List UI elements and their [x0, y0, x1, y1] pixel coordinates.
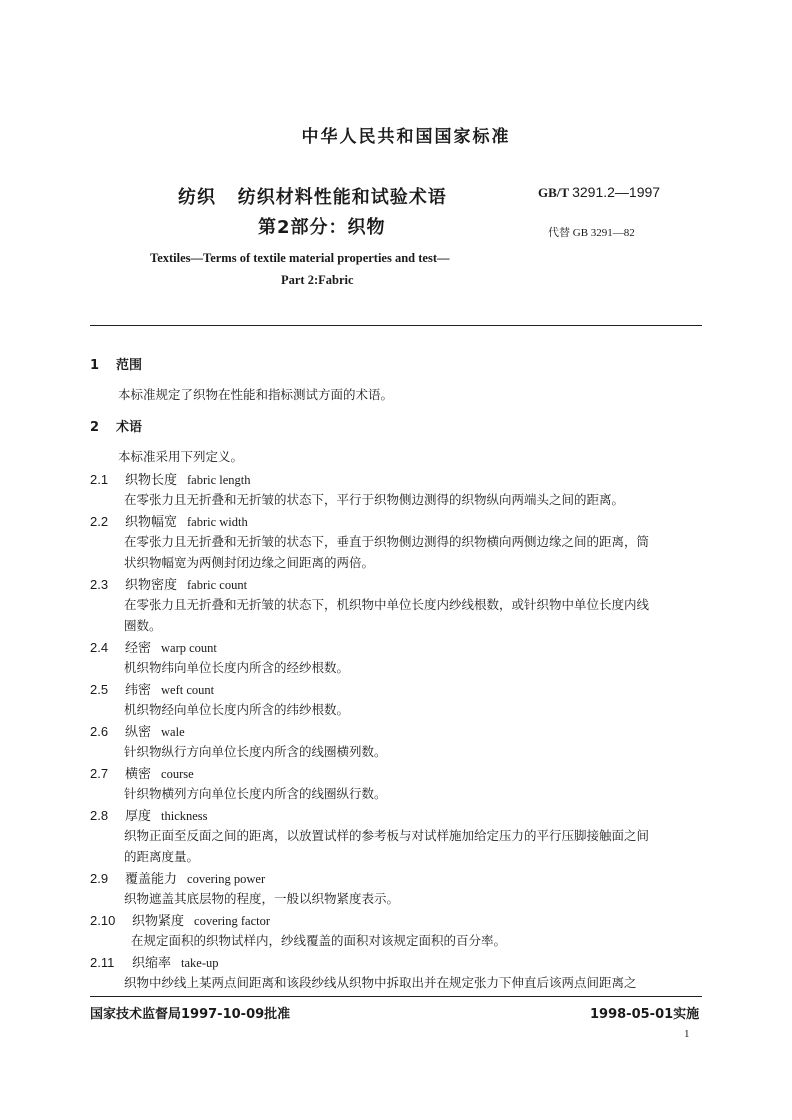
section-1-heading	[90, 354, 142, 373]
term-english: thickness	[161, 809, 208, 823]
term-heading	[90, 805, 208, 824]
term-number: 2.2	[90, 514, 109, 529]
term-english: weft count	[161, 683, 215, 697]
document-title: 纺织 纺织材料性能和试验术语	[178, 187, 447, 208]
term-chinese: 织物长度	[125, 473, 178, 488]
term-english: wale	[161, 725, 185, 739]
term-number: 2.3	[90, 577, 109, 592]
english-subtitle: Part 2:Fabric	[281, 273, 354, 287]
term-english: take-up	[181, 956, 219, 970]
term-definition: 织物遮盖其底层物的程度，一般以织物紧度表示。	[124, 891, 400, 906]
term-english: covering factor	[194, 914, 271, 928]
term-heading	[90, 511, 248, 530]
replaces-note: 代替 GB 3291—82	[548, 227, 635, 239]
term-heading	[90, 721, 185, 740]
term-heading	[90, 679, 214, 698]
term-heading	[90, 637, 217, 656]
term-definition: 织物中纱线上某两点间距离和该段纱线从织物中拆取出并在规定张力下伸直后该两点间距离之	[124, 975, 637, 990]
term-definition: 在规定面积的织物试样内，纱线覆盖的面积对该规定面积的百分率。	[131, 933, 507, 948]
section-2-text: 本标准采用下列定义。	[118, 449, 244, 464]
term-definition: 机织物纬向单位长度内所含的经纱根数。	[124, 660, 350, 675]
term-chinese: 织物紧度	[132, 914, 185, 929]
page-number: 1	[684, 1028, 690, 1040]
term-definition: 在零张力且无折叠和无折皱的状态下，平行于织物侧边测得的织物纵向两端头之间的距离。	[124, 492, 625, 507]
term-number: 2.11	[90, 955, 115, 970]
header-divider	[90, 325, 702, 326]
term-number: 2.5	[90, 682, 109, 697]
document-subtitle: 第2部分：织物	[258, 217, 386, 238]
standard-prefix: GB/T	[538, 185, 573, 200]
term-definition: 在零张力且无折叠和无折皱的状态下，垂直于织物侧边测得的织物横向两侧边缘之间的距离，筒	[124, 534, 650, 549]
term-english: fabric length	[187, 473, 251, 487]
footer-divider	[90, 996, 702, 997]
term-definition: 在零张力且无折叠和无折皱的状态下，机织物中单位长度内纱线根数，或针织物中单位长度内线	[124, 597, 650, 612]
term-number: 2.7	[90, 766, 109, 781]
term-chinese: 织缩率	[132, 956, 172, 971]
term-english: course	[161, 767, 194, 781]
term-number: 2.8	[90, 808, 109, 823]
national-standard-heading: 中华人民共和国国家标准	[301, 127, 511, 147]
term-number: 2.9	[90, 871, 109, 886]
standard-number	[538, 184, 660, 201]
term-definition-cont: 状织物幅宽为两侧封闭边缘之间距离的两倍。	[124, 555, 375, 570]
term-heading	[90, 574, 247, 593]
term-number: 2.1	[90, 472, 109, 487]
section-number: 2	[90, 420, 100, 435]
term-heading	[90, 910, 270, 929]
implementation-date: 1998-05-01实施	[590, 1007, 700, 1022]
section-2-heading	[90, 416, 142, 435]
term-chinese: 纬密	[125, 683, 152, 698]
term-heading	[90, 868, 265, 887]
term-chinese: 覆盖能力	[125, 872, 178, 887]
term-english: warp count	[161, 641, 217, 655]
term-chinese: 织物密度	[125, 578, 178, 593]
term-definition: 针织物纵行方向单位长度内所含的线圈横列数。	[124, 744, 387, 759]
term-chinese: 织物幅宽	[125, 515, 178, 530]
section-title: 范围	[116, 358, 143, 373]
standard-number-value: 3291.2—1997	[572, 184, 661, 200]
english-title: Textiles—Terms of textile material properties and test—	[150, 251, 450, 265]
term-chinese: 经密	[125, 641, 152, 656]
term-heading	[90, 469, 251, 488]
term-number: 2.6	[90, 724, 109, 739]
term-english: covering power	[187, 872, 266, 886]
term-definition-cont: 圈数。	[124, 618, 162, 633]
term-number: 2.4	[90, 640, 109, 655]
term-english: fabric count	[187, 578, 248, 592]
term-heading	[90, 952, 219, 971]
term-number: 2.10	[90, 913, 116, 928]
term-definition: 机织物经向单位长度内所含的纬纱根数。	[124, 702, 350, 717]
term-chinese: 厚度	[125, 809, 152, 824]
term-chinese: 纵密	[125, 725, 152, 740]
term-definition-cont: 的距离度量。	[124, 849, 200, 864]
term-english: fabric width	[187, 515, 248, 529]
section-number: 1	[90, 358, 100, 373]
term-chinese: 横密	[125, 767, 152, 782]
term-definition: 织物正面至反面之间的距离，以放置试样的参考板与对试样施加给定压力的平行压脚接触面之间	[124, 828, 650, 843]
section-1-text: 本标准规定了织物在性能和指标测试方面的术语。	[118, 387, 394, 402]
term-definition: 针织物横列方向单位长度内所含的线圈纵行数。	[124, 786, 387, 801]
approval-date: 国家技术监督局1997-10-09批准	[90, 1007, 291, 1022]
term-heading	[90, 763, 194, 782]
section-title: 术语	[116, 420, 143, 435]
